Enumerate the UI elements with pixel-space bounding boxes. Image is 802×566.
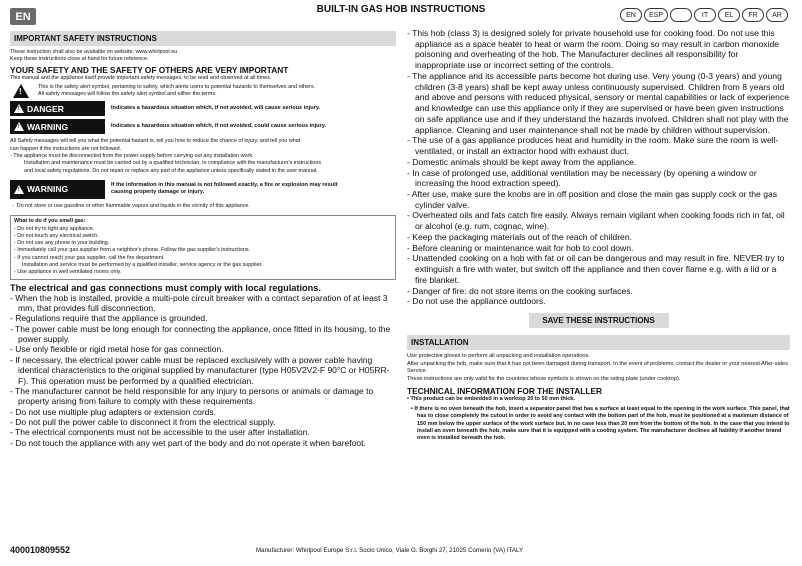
safety-list xyxy=(407,28,790,307)
danger-text: Indicates a hazardous situation which, if not avoided, will cause serious injury. xyxy=(111,105,321,112)
list-item: - Use appliance in well ventilated rooms only. xyxy=(14,269,122,276)
danger-row xyxy=(10,101,396,116)
list-item: - The power cable must be long enough for connecting the appliance, once fitted in its housing, to the power supply. xyxy=(10,323,391,345)
save-instructions-banner: SAVE THESE INSTRUCTIONS xyxy=(529,313,669,328)
warning-triangle-icon: ! xyxy=(14,104,24,113)
manufacturer-line: Manufacturer: Whirlpool Europe S.r.l. Socio Unico, Viale G. Borghi 27, 21025 Comerio (VA) ITALY xyxy=(256,547,524,554)
lang-code: AR xyxy=(766,8,788,22)
list-item: - The use of a gas appliance produces heat and humidity in the room. Make sure the room is well-ventilated, or install an extractor hood with exhaust duct. xyxy=(407,135,779,157)
installation-text: Use protective gloves to perform all unpacking and installation operations. After unpacking the hob, make sure that it has not been damaged during transport. In the event of problems, contact the dealer or your nearest After-sales Service. These instructions are only valid for the countries whose symbols is shown on the rating plate (under cooktop). xyxy=(407,353,788,382)
alert-text: This is the safety alert symbol, pertaining to safety, which alerts users to potential hazards to themselves and others. xyxy=(38,83,316,90)
right-column xyxy=(407,28,790,443)
list-item: - In case of prolonged use, additional ventilation may be necessary (by opening a window or increasing the hood extraction speed). xyxy=(407,167,757,189)
disconnect-note: - The appliance must be disconnected from the power supply before carrying out any installation work. xyxy=(10,153,254,160)
list-item: - Do not touch the appliance with any wet part of the body and do not operate it when barefoot. xyxy=(10,437,366,448)
list-item: - Do not use the appliance outdoors. xyxy=(407,296,546,307)
safety-heading: YOUR SAFETY AND THE SAFETY OF OTHERS ARE VERY IMPORTANT xyxy=(10,64,289,75)
list-item: Installation and service must be performed by a qualified installer, service agency or the gas supplier. xyxy=(22,262,263,269)
no-gasoline: - Do not store or use gasoline or other flammable vapors and liquids in the vicinity of this appliance. xyxy=(12,202,250,209)
warning2-row xyxy=(10,180,396,199)
list-item: - Do not use multiple plug adapters or extension cords. xyxy=(10,406,217,417)
document-code: 400010809552 xyxy=(10,545,71,555)
warning-text: Indicates a hazardous situation which, if not avoided, could cause serious injury. xyxy=(111,123,326,130)
lang-code: EN xyxy=(620,8,642,22)
danger-label: ! DANGER xyxy=(10,101,105,116)
warning-triangle-icon: ! xyxy=(14,122,24,131)
lang-code: ESP xyxy=(644,8,668,22)
tech-item: • If there is no oven beneath the hob, insert a separator panel that has a surface at least equal to the opening in the work surface. This panel, that has to close completely the cutout in order to avoid any contact with the bottom part of the hob, must be positioned at a maximum distance of 150 mm below the upper surface of the work surface but, in no case less than 20 mm from the bottom of the hob. In the case that you intend to install an oven beneath the hob, make sure that it is equipped with a cooling system. The manufacturer declines all liability if another brand oven is installed beneath the hob. xyxy=(411,405,790,442)
smell-gas-title: What to do if you smell gas: xyxy=(14,218,86,225)
tech-item: • This product can be embedded in a worktop 20 to 50 mm thick. xyxy=(407,396,575,403)
alert-text: All safety messages will follow the safety alert symbol and either the terms: xyxy=(38,91,217,98)
intro-website: These instruction shall also be available on website: www.whirlpool.eu xyxy=(10,49,178,55)
intro-keep: Keep these instructions close at hand for future reference. xyxy=(10,56,149,63)
list-item: - When the hob is installed, provide a multi-pole circuit breaker with a contact separation of at least 3 mm, that provides full disconnection. xyxy=(10,292,388,313)
list-item: - Regulations require that the appliance is grounded. xyxy=(10,313,208,324)
lang-code: EL xyxy=(718,8,740,22)
language-codes xyxy=(620,8,788,22)
safety-subtext: This manual and the appliance itself provide important safety messages, to be read and observed at all times. xyxy=(10,74,272,81)
list-item: - Do not pull the power cable to disconnect it from the electrical supply. xyxy=(10,416,276,427)
list-item: - Keep the packaging materials out of the reach of children. xyxy=(407,231,633,242)
lang-code-blank xyxy=(670,8,692,22)
all-messages: All Safety messages will tell you what the potential hazard is, tell you how to reduce the chance of injury, and tell you what can happen if the instructions are not followed. - The appliance must be disconnected from the power supply before carrying out any installation work. Installation and maintenance must be carried out by a qualified technician, in compliance with the manufacturer's instructions and local safety regulations. Do not repair or replace any part of the appliance unless specifically stated in the user manual. xyxy=(10,138,396,174)
warning-label: ! WARNING xyxy=(10,119,105,134)
list-item: - After use, make sure the knobs are in off position and close the main gas supply cock or the gas cylinder valve. xyxy=(407,189,778,210)
list-item: - Before cleaning or maintenance wait for hob to cool down. xyxy=(407,242,634,253)
safety-alert-icon: ! xyxy=(13,84,29,98)
warning2-label: ! WARNING xyxy=(10,180,105,199)
connections-list xyxy=(10,293,396,448)
installation-title: INSTALLATION xyxy=(407,335,790,350)
list-item: - Use only flexible or rigid metal hose for gas connection. xyxy=(10,344,224,355)
list-item: - Immediately call your gas supplier from a neighbor's phone. Follow the gas supplier's instructions. xyxy=(14,247,251,254)
list-item: - Overheated oils and fats catch fire easily. Always remain vigilant when cooking foods rich in fat, oil or alcohol (e.g. rum, cognac, wine). xyxy=(407,210,785,232)
list-item: - Unattended cooking on a hob with fat or oil can be dangerous and may result in fire. NEVER try to extinguish a fire with water, but switch off the appliance and then cover flame e.g. with a lid or a fire blanket. xyxy=(407,253,785,285)
list-item: - Do not touch any electrical switch. xyxy=(14,232,99,239)
list-item: - Do not try to light any appliance. xyxy=(14,225,95,232)
language-badge: EN xyxy=(10,8,36,25)
smell-gas-box xyxy=(10,215,396,279)
page-title: BUILT-IN GAS HOB INSTRUCTIONS xyxy=(316,4,486,15)
list-item: - The electrical components must not be accessible to the user after installation. xyxy=(10,427,310,438)
alert-row xyxy=(10,84,396,99)
warning2-text: If the information in this manual is not followed exactly, a fire or explosion may result causing property damage or injury. xyxy=(111,182,338,196)
list-item: - Do not use any phone in your building. xyxy=(14,240,110,247)
list-item: - The appliance and its accessible parts become hot during use. Very young (0-3 years) and young children (3-8 years) shall be kept away unless continuously supervised. Children from 8 years old and above and persons with reduced physical, sensory or mental capabilities or lack of experience and knowledge can use this appliance only if they are supervised or have been given instructions on safe appliance use and if they understand the hazards involved. Children shall not play with the appliance. Cleaning and user maintenance shall not be made by children without supervision. xyxy=(407,70,790,135)
warning-triangle-icon: ! xyxy=(14,185,24,194)
connections-heading: The electrical and gas connections must comply with local regulations. xyxy=(10,282,321,293)
list-item: - If you cannot reach your gas supplier, call the fire department. xyxy=(14,254,165,261)
list-item: - This hob (class 3) is designed solely for private household use for cooking food. Do not use this appliance as a space heater to heat or warm the room. Doing so may result in carbon monoxide poisoning and overheating of the hob. The Manufacturer declines all responsibility for inappropriate use or incorrect setting of the controls. xyxy=(407,28,779,71)
lang-code: IT xyxy=(694,8,716,22)
lang-code: FR xyxy=(742,8,764,22)
list-item: - The manufacturer cannot be held responsible for any injury to persons or animals or damage to property arising from failure to comply with these requirements. xyxy=(10,385,374,407)
warning-row xyxy=(10,119,396,134)
list-item: - Domestic animals should be kept away from the appliance. xyxy=(407,156,637,167)
section-title: IMPORTANT SAFETY INSTRUCTIONS xyxy=(10,31,396,46)
tech-heading: TECHNICAL INFORMATION FOR THE INSTALLER xyxy=(407,386,602,397)
list-item: - If necessary, the electrical power cable must be replaced exclusively with a power cable having identical characteristics to the original supplied by manufacturer (type H05V2V2-F 90°C or H05RR-F). This operation must be performed by a qualified electrician. xyxy=(10,354,390,386)
left-column xyxy=(10,31,396,448)
list-item: - Danger of fire: do not store items on the cooking surfaces. xyxy=(407,285,633,296)
